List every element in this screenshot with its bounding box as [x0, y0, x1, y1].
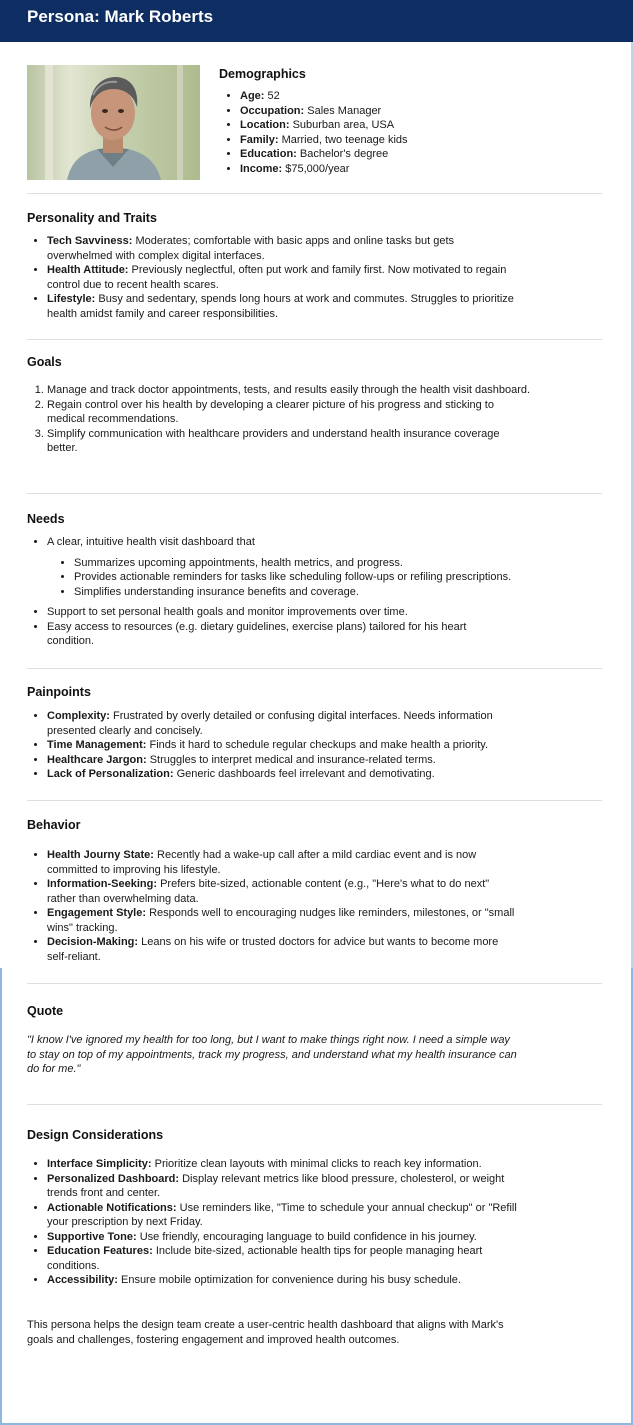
persona-photo	[27, 65, 200, 180]
list-item: • Summarizes upcoming appointments, health metrics, and progress.	[74, 556, 554, 571]
personality-list	[47, 234, 517, 321]
list-item: • Income: $75,000/year	[240, 162, 540, 177]
needs-list	[47, 535, 567, 649]
list-item: • Lack of Personalization: Generic dashboards feel irrelevant and demotivating.	[47, 767, 532, 782]
needs-heading: Needs	[27, 512, 65, 526]
list-item: • Family: Married, two teenage kids	[240, 133, 540, 148]
divider	[27, 339, 602, 340]
list-item: • Time Management: Finds it hard to schedule regular checkups and make health a priority.	[47, 738, 532, 753]
page-header	[0, 0, 633, 42]
list-item: • Actionable Notifications: Use reminders like, "Time to schedule your annual checkup" or "Refill your prescription by next Friday.	[47, 1201, 522, 1230]
list-item: • Provides actionable reminders for tasks like scheduling follow-ups or refiling prescriptions.	[74, 570, 554, 585]
list-item: • Decision-Making: Leans on his wife or trusted doctors for advice but wants to become more self-reliant.	[47, 935, 517, 964]
list-item: • Support to set personal health goals and monitor improvements over time.	[47, 605, 567, 620]
closing-paragraph: This persona helps the design team create a user-centric health dashboard that aligns with Mark's goals and challenges, fostering engagement and improved health outcomes.	[27, 1319, 504, 1346]
demographics-list	[240, 89, 540, 176]
personality-heading: Personality and Traits	[27, 211, 157, 225]
list-item: • Location: Suburban area, USA	[240, 118, 540, 133]
divider	[27, 493, 602, 494]
divider	[27, 193, 602, 194]
list-item: • Information-Seeking: Prefers bite-sized, actionable content (e.g., "Here's what to do next" rather than overwhelming data.	[47, 877, 517, 906]
divider	[27, 668, 602, 669]
needs-sub-list	[74, 556, 554, 600]
list-item: • Occupation: Sales Manager	[240, 104, 540, 119]
goals-list	[47, 383, 532, 456]
list-item: • Engagement Style: Responds well to encouraging nudges like reminders, milestones, or "small wins" tracking.	[47, 906, 517, 935]
list-item: • Interface Simplicity: Prioritize clean layouts with minimal clicks to reach key information.	[47, 1157, 522, 1172]
list-item: 3. Simplify communication with healthcare providers and understand health insurance coverage better.	[47, 427, 532, 456]
list-item: • Lifestyle: Busy and sedentary, spends long hours at work and commutes. Struggles to prioritize health amidst family and career responsibilities.	[47, 292, 517, 321]
list-item: • Easy access to resources (e.g. dietary guidelines, exercise plans) tailored for his heart condition.	[47, 620, 507, 649]
divider	[27, 983, 602, 984]
divider	[27, 800, 602, 801]
list-item: 2. Regain control over his health by developing a clearer picture of his progress and sticking to medical recommendations.	[47, 398, 532, 427]
page-title: Persona: Mark Roberts	[27, 7, 214, 26]
design-list	[47, 1157, 522, 1288]
list-item: • Accessibility: Ensure mobile optimization for convenience during his busy schedule.	[47, 1273, 522, 1288]
painpoints-heading: Painpoints	[27, 685, 91, 699]
list-item: • Complexity: Frustrated by overly detailed or confusing digital interfaces. Needs information presented clearly and concisely.	[47, 709, 532, 738]
list-item: • A clear, intuitive health visit dashboard that • Summarizes upcoming appointments, health metrics, and progress. • Provides actionable reminders for tasks like scheduling follow-ups or refiling prescriptions. • Simplifies understanding insurance benefits and coverage.	[47, 535, 567, 599]
list-item: • Supportive Tone: Use friendly, encouraging language to build confidence in his journey.	[47, 1230, 522, 1245]
persona-quote: "I know I've ignored my health for too long, but I want to make things right now. I need a simple way to stay on top of my appointments, track my progress, and understand what my health insurance can do for me."	[27, 1034, 517, 1075]
divider	[27, 1104, 602, 1105]
quote-heading: Quote	[27, 1004, 64, 1018]
painpoints-list	[47, 709, 532, 782]
list-item: • Tech Savviness: Moderates; comfortable with basic apps and online tasks but gets overwhelmed with complex digital interfaces.	[47, 234, 517, 263]
portrait-image	[27, 65, 200, 180]
list-item: • Health Journy State: Recently had a wake-up call after a mild cardiac event and is now committed to improving his lifestyle.	[47, 848, 517, 877]
list-item: • Education: Bachelor's degree	[240, 147, 540, 162]
demographics-heading: Demographics	[219, 67, 306, 81]
behavior-heading: Behavior	[27, 818, 81, 832]
list-item: 1. Manage and track doctor appointments, tests, and results easily through the health visit dashboard.	[47, 383, 532, 398]
list-item: • Age: 52	[240, 89, 540, 104]
list-item: • Simplifies understanding insurance benefits and coverage.	[74, 585, 554, 600]
list-item: • Healthcare Jargon: Struggles to interpret medical and insurance-related terms.	[47, 753, 532, 768]
list-item: • Personalized Dashboard: Display relevant metrics like blood pressure, cholesterol, or weight trends front and center.	[47, 1172, 522, 1201]
behavior-list	[47, 848, 517, 964]
list-item: • Education Features: Include bite-sized, actionable health tips for people managing heart conditions.	[47, 1244, 522, 1273]
list-item: • Health Attitude: Previously neglectful, often put work and family first. Now motivated to regain control due to recent health scares.	[47, 263, 517, 292]
design-heading: Design Considerations	[27, 1128, 164, 1142]
goals-heading: Goals	[27, 355, 62, 369]
